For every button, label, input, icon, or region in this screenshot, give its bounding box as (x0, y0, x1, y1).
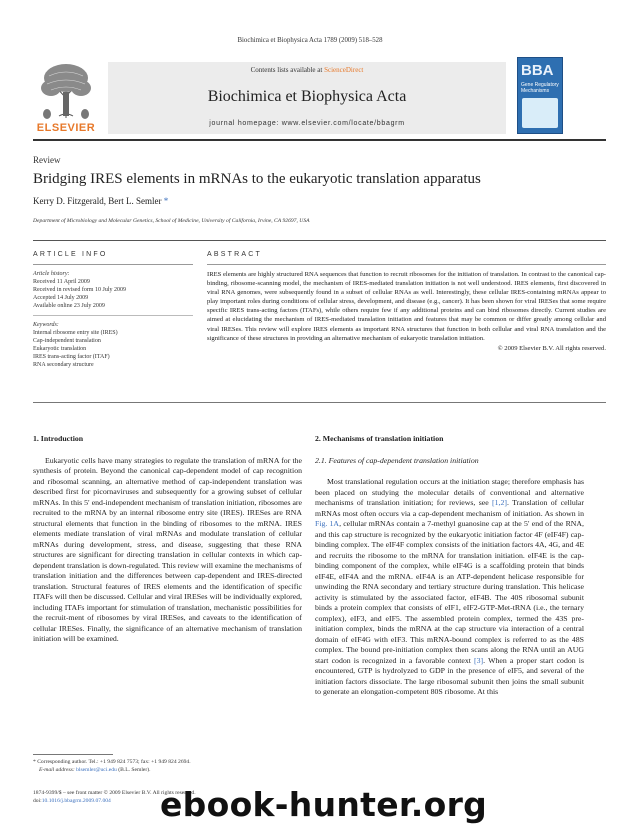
email-suffix: (B.L. Semler). (116, 767, 151, 773)
history-item: Received in revised form 10 July 2009 (33, 287, 126, 293)
watermark: ebook-hunter.org (160, 785, 488, 824)
left-column (33, 434, 302, 645)
paragraph-text: . Translation of cellular mRNAs most often occurs via a cap-dependent mechanism of initiation. As shown in (315, 498, 584, 518)
email-line (33, 766, 293, 774)
keyword-item: Internal ribosome entry site (IRES) (33, 330, 118, 336)
corresponding-author-mark[interactable]: * (163, 196, 169, 206)
paragraph-text: . When a proper start codon is encountered, GTP is hydrolyzed to GDP in the presence of eIF5, and several of the initiation factors dissociate. The large ribosomal subunit then joins the small subunit to generate an elongation-competent 80S ribosome. At this (315, 655, 584, 696)
abstract-bottom-rule (33, 402, 606, 403)
history-item: Accepted 14 July 2009 (33, 295, 89, 301)
abstract-heading: ABSTRACT (207, 251, 262, 258)
history-item: Available online 23 July 2009 (33, 303, 105, 309)
article-info (33, 270, 193, 369)
cover-subtitle: Gene Regulatory Mechanisms (521, 82, 559, 94)
corresponding-footnote (33, 758, 293, 774)
article-info-rule (33, 264, 193, 265)
journal-citation: Biochimica et Biophysica Acta 1789 (2009) 518–528 (237, 37, 383, 44)
journal-cover-image (517, 57, 563, 134)
contents-line (108, 66, 506, 74)
issn-line: 1874-9399/$ – see front matter © 2009 Elsevier B.V. All rights reserved. (33, 790, 196, 796)
doi-prefix: doi: (33, 798, 42, 804)
abstract-copyright: © 2009 Elsevier B.V. All rights reserved. (497, 344, 606, 352)
author-list (33, 196, 168, 206)
paragraph-text: Most translational regulation occurs at the initiation stage; therefore emphasis has been placed on studying the molecular details of conventional and alternative mechanisms of translation initiation; for reviews, see (315, 477, 584, 507)
header-rule (33, 240, 606, 241)
article-info-heading: ARTICLE INFO (33, 251, 108, 258)
reference-link[interactable]: [1,2] (492, 498, 507, 507)
email-label: E-mail address: (39, 767, 77, 773)
subsection-heading-cap-dependent: 2.1. Features of cap-dependent translation initiation (315, 455, 479, 465)
figure-link[interactable]: Fig. 1A (315, 519, 340, 528)
keyword-item: Cap-independent translation (33, 338, 101, 344)
mechanisms-paragraph (315, 477, 584, 698)
masthead-rule (33, 139, 606, 141)
cover-title: BBA (521, 62, 554, 79)
article-title: Bridging IRES elements in mRNAs to the eukaryotic translation apparatus (33, 171, 481, 187)
keywords-label: Keywords: (33, 322, 59, 328)
corresponding-author-note: * Corresponding author. Tel.: +1 949 824 7573; fax: +1 949 824 2694. (33, 759, 191, 765)
article-type: Review (33, 155, 61, 165)
keywords-divider (33, 315, 193, 316)
keyword-item: Eukaryotic translation (33, 346, 87, 352)
journal-homepage[interactable]: journal homepage: www.elsevier.com/locate/bbagrm (209, 120, 405, 127)
section-heading-introduction: 1. Introduction (33, 434, 84, 443)
publisher-name: ELSEVIER (36, 122, 96, 134)
abstract-text: IRES elements are highly structured RNA sequences that function to recruit ribosomes for the initiation of translation. In contrast to the canonical cap-binding, ribosome-scanning model, the mechanism of IRES-mediated translation initiation is not well understood. IRES elements, first discovered in viral RNA genomes, were subsequently found in a subset of cellular RNAs as well. Interestingly, these cellular IRES-containing mRNAs appear to play important roles during conditions of cellular stress, development, and disease (e.g., cancer). It has been shown for viral IRESes that some require specific IRES trans-acting factors (ITAFs), while others require few if any additional proteins and can bind ribosomes directly. Current studies are aimed at elucidating the mechanism of IRES-mediated translation initiation and features that may be common or differ greatly among cellular and viral IRESes. This review will explore IRES elements as important RNA structures that function in both cellular and viral RNA translation and the significance of these structures in providing an alternative mechanism of eukaryotic translation initiation. (207, 271, 606, 342)
history-label: Article history: (33, 271, 70, 277)
right-column (315, 434, 584, 698)
author-names: Kerry D. Fitzgerald, Bert L. Semler (33, 196, 162, 206)
abstract (207, 270, 606, 353)
cover-artwork (522, 98, 558, 128)
email-link[interactable]: blsemler@uci.edu (76, 767, 117, 773)
abstract-rule (207, 264, 606, 265)
history-item: Received 11 April 2009 (33, 279, 90, 285)
contents-prefix: Contents lists available at (250, 66, 325, 74)
intro-paragraph: Eukaryotic cells have many strategies to regulate the translation of mRNA for the synthesis of protein. Beyond the canonical cap-dependent model of cap recognition and ribosomal scanning, an alternative method of cap-independent translation was described first for picornaviruses and subsequently for a growing subset of cellular mRNAs. In this 5′ end-independent mechanism of translation initiation, ribosomes are recruited to the mRNA by an internal ribosome entry site (IRES). IRESes are RNA structural elements that function in the binding of ribosomes to the mRNA. IRES elements mediate translation of viral mRNAs and modulate translation of cellular mRNAs during development, stress, and disease, suggesting that these RNA structures are significant for directing translation in cellular contexts in which cap-dependent translation is down-regulated. This review will examine the mechanisms of translation initiation and the differences between cap-dependent and IRES-directed translation. Structural features of IRES elements and the identification of specific ITAFs will then be discussed. Cellular and viral IRESes will be individually explored, including ITAFs important for stimulation of translation, mechanistic possibilities for the recruit-ment of ribosomes by viral IRESes, and caveats to the identification of cellular IRESes. Finally, the significance of an alternative mechanism of translation initiation will be examined. (33, 455, 302, 643)
reference-link[interactable]: [3] (474, 655, 484, 665)
paragraph-text: , cellular mRNAs contain a 7-methyl guanosine cap at the 5′ end of the RNA, and this cap structure is recognized by the eukaryotic initiation factor 4F (eIF4F) cap-binding complex. The eIF4F complex consists of the initiation factors 4A, 4G, and 4E and recruits the ribosome to the mRNA for translation initiation. eIF4E is the cap-binding component of the complex, while eIF4G is a scaffolding protein that binds eIF4E, eIF4A and the mRNA. eIF4A is an ATP-dependent helicase responsible for unwinding the RNA secondary and tertiary structure during translation. This helicase activity is stimulated by the associated factor, eIF4B. The 40S ribosomal subunit binds a protein complex that consists of eIF1, eIF2-GTP-Met-tRNA (i.e., the ternary complex), eIF3, and eIF5. The assembled protein complex, termed the 43S pre-initiation complex, binds the mRNA at the cap structure via interaction of a central domain of eIF4G with eIF3. This mRNA-bound complex is referred to as the 48S complex. The bound pre-initiation complex then scans along the RNA until an AUG start codon is recognized in a favorable context (315, 519, 584, 665)
footnote-rule (33, 754, 113, 755)
affiliation: Department of Microbiology and Molecular Genetics, School of Medicine, University of California, Irvine, CA 92697, USA (33, 218, 310, 224)
doi-link[interactable]: 10.1016/j.bbagrm.2009.07.004 (41, 798, 111, 804)
journal-title: Biochimica et Biophysica Acta (207, 88, 407, 105)
keyword-item: RNA secondary structure (33, 362, 94, 368)
sciencedirect-link[interactable]: ScienceDirect (324, 66, 364, 74)
keyword-item: IRES trans-acting factor (ITAF) (33, 354, 110, 360)
section-heading-mechanisms: 2. Mechanisms of translation initiation (315, 434, 444, 443)
